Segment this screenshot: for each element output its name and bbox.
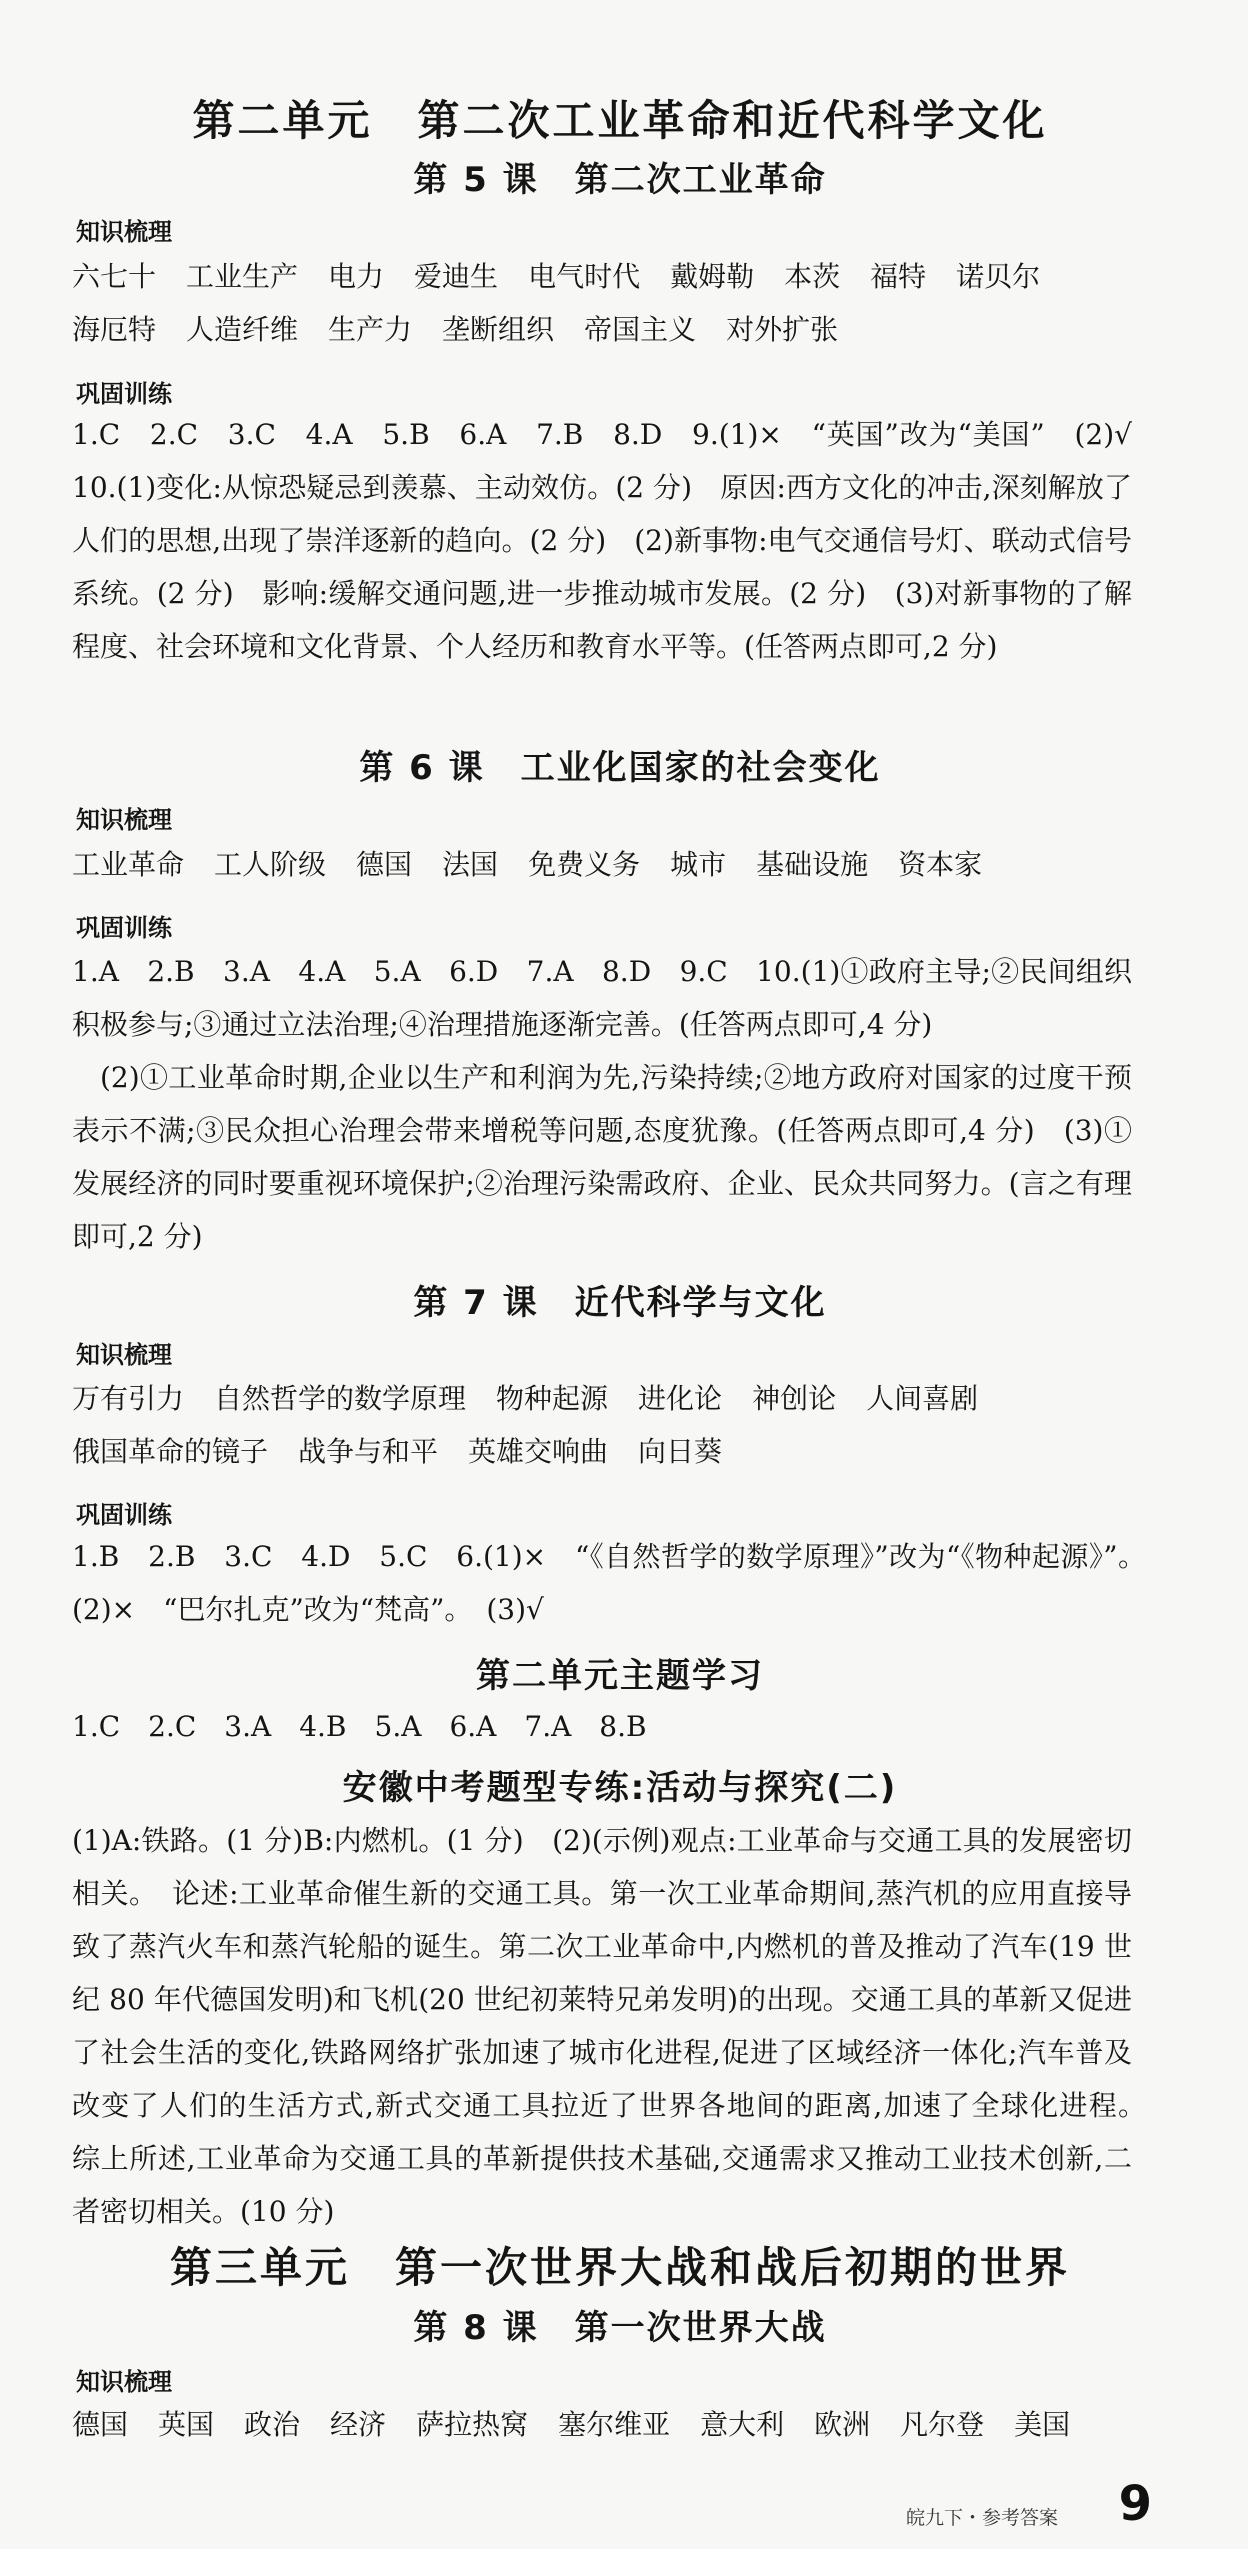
term-item: 战争与和平: [298, 1435, 439, 1468]
anhui-practice-title: 安徽中考题型专练:活动与探究(二): [342, 1768, 898, 1808]
term-item: 物种起源: [496, 1382, 609, 1415]
term-item: 福特: [870, 260, 927, 293]
term-item: 海厄特: [72, 313, 157, 346]
term-item: 免费义务: [528, 848, 641, 881]
term-item: 意大利: [700, 2408, 785, 2441]
lesson-7-title: 第 7 课 近代科学与文化: [413, 1283, 827, 1323]
term-item: 神创论: [752, 1382, 837, 1415]
term-item: 凡尔登: [900, 2408, 985, 2441]
term-item: 工业革命: [72, 848, 185, 881]
lesson-5-title: 第 5 课 第二次工业革命: [413, 160, 827, 200]
term-item: 英雄交响曲: [468, 1435, 609, 1468]
lesson-8-title: 第 8 课 第一次世界大战: [413, 2308, 827, 2348]
term-item: 电力: [328, 260, 385, 293]
unit-2-theme-answers: 1.C 2.C 3.A 4.B 5.A 6.A 7.A 8.B: [72, 1710, 647, 1743]
unit-3-title: 第三单元 第一次世界大战和战后初期的世界: [169, 2243, 1070, 2292]
lesson-7-knowledge-label: 知识梳理: [76, 1341, 172, 1369]
lesson-6-knowledge-label: 知识梳理: [76, 806, 172, 834]
term-item: 经济: [330, 2408, 387, 2441]
term-item: 政治: [244, 2408, 301, 2441]
lesson-5-terms: [72, 250, 1132, 356]
lesson-6-answers-part1: 1.A 2.B 3.A 4.A 5.A 6.D 7.A 8.D 9.C 10.(1)①政府主导;②民间组织积极参与;③通过立法治理;④治理措施逐渐完善。(任答两点即可,4 分): [72, 955, 1132, 1041]
unit-2-theme-title: 第二单元主题学习: [476, 1656, 764, 1696]
term-item: 美国: [1014, 2408, 1071, 2441]
term-item: 电气时代: [528, 260, 641, 293]
lesson-6-terms: [72, 838, 1132, 891]
term-item: 对外扩张: [726, 313, 839, 346]
lesson-6-title: 第 6 课 工业化国家的社会变化: [359, 748, 881, 788]
lesson-6-answers-part2: (2)①工业革命时期,企业以生产和利润为先,污染持续;②地方政府对国家的过度干预表示不满;③民众担心治理会带来增税等问题,态度犹豫。(任答两点即可,4 分) (3)①发展经济的同时要重视环境保护;②治理污染需政府、企业、民众共同努力。(言之有理即可,2 分): [72, 1061, 1132, 1253]
term-item: 萨拉热窝: [416, 2408, 529, 2441]
term-item: 进化论: [638, 1382, 723, 1415]
term-item: 人造纤维: [186, 313, 299, 346]
term-item: 俄国革命的镜子: [72, 1435, 269, 1468]
lesson-5-practice-label: 巩固训练: [76, 380, 172, 408]
term-item: 自然哲学的数学原理: [214, 1382, 467, 1415]
term-item: 帝国主义: [584, 313, 697, 346]
page-number: 9: [1118, 2476, 1152, 2532]
lesson-8-terms: [72, 2398, 1132, 2451]
anhui-practice-answers: (1)A:铁路。(1 分)B:内燃机。(1 分) (2)(示例)观点:工业革命与交通工具的发展密切相关。 论述:工业革命催生新的交通工具。第一次工业革命期间,蒸汽机的应用直接导致了蒸汽火车和蒸汽轮船的诞生。第二次工业革命中,内燃机的普及推动了汽车(19 世纪 80 年代德国发明)和飞机(20 世纪初莱特兄弟发明)的出现。交通工具的革新又促进了社会生活的变化,铁路网络扩张加速了城市化进程,促进了区域经济一体化;汽车普及改变了人们的生活方式,新式交通工具拉近了世界各地间的距离,加速了全球化进程。 综上所述,工业革命为交通工具的革新提供技术基础,交通需求又推动工业技术创新,二者密切相关。(10 分): [72, 1824, 1161, 2228]
term-item: 垄断组织: [442, 313, 555, 346]
term-item: 塞尔维亚: [558, 2408, 671, 2441]
lesson-5-answers: 1.C 2.C 3.C 4.A 5.B 6.A 7.B 8.D 9.(1)× “英国”改为“美国” (2)√ 10.(1)变化:从惊恐疑忌到羡慕、主动效仿。(2 分) 原因:西方文化的冲击,深刻解放了人们的思想,出现了崇洋逐新的趋向。(2 分) (2)新事物:电气交通信号灯、联动式信号系统。(2 分) 影响:缓解交通问题,进一步推动城市发展。(2 分) (3)对新事物的了解程度、社会环境和文化背景、个人经历和教育水平等。(任答两点即可,2 分): [72, 418, 1161, 663]
term-item: 工人阶级: [214, 848, 327, 881]
term-item: 工业生产: [186, 260, 299, 293]
term-item: 向日葵: [638, 1435, 723, 1468]
lesson-7-practice-label: 巩固训练: [76, 1501, 172, 1529]
term-item: 城市: [670, 848, 727, 881]
term-item: 基础设施: [756, 848, 869, 881]
lesson-6-practice-label: 巩固训练: [76, 914, 172, 942]
term-item: 六七十: [72, 260, 157, 293]
term-item: 人间喜剧: [866, 1382, 979, 1415]
term-item: 诺贝尔: [956, 260, 1041, 293]
term-item: 万有引力: [72, 1382, 185, 1415]
term-item: 戴姆勒: [670, 260, 755, 293]
lesson-5-knowledge-label: 知识梳理: [76, 218, 172, 246]
term-item: 欧洲: [814, 2408, 871, 2441]
lesson-7-answers: 1.B 2.B 3.C 4.D 5.C 6.(1)× “《自然哲学的数学原理》”改为“《物种起源》”。 (2)× “巴尔扎克”改为“梵高”。 (3)√: [72, 1540, 1161, 1626]
term-item: 生产力: [328, 313, 413, 346]
term-item: 德国: [72, 2408, 129, 2441]
term-item: 德国: [356, 848, 413, 881]
footer-label: 皖九下・参考答案: [905, 2507, 1058, 2529]
unit-2-title: 第二单元 第二次工业革命和近代科学文化: [192, 96, 1048, 145]
term-item: 爱迪生: [414, 260, 499, 293]
lesson-7-terms: [72, 1372, 1132, 1478]
term-item: 法国: [442, 848, 499, 881]
term-item: 资本家: [898, 848, 983, 881]
term-item: 本茨: [784, 260, 841, 293]
term-item: 英国: [158, 2408, 215, 2441]
lesson-8-knowledge-label: 知识梳理: [76, 2368, 172, 2396]
